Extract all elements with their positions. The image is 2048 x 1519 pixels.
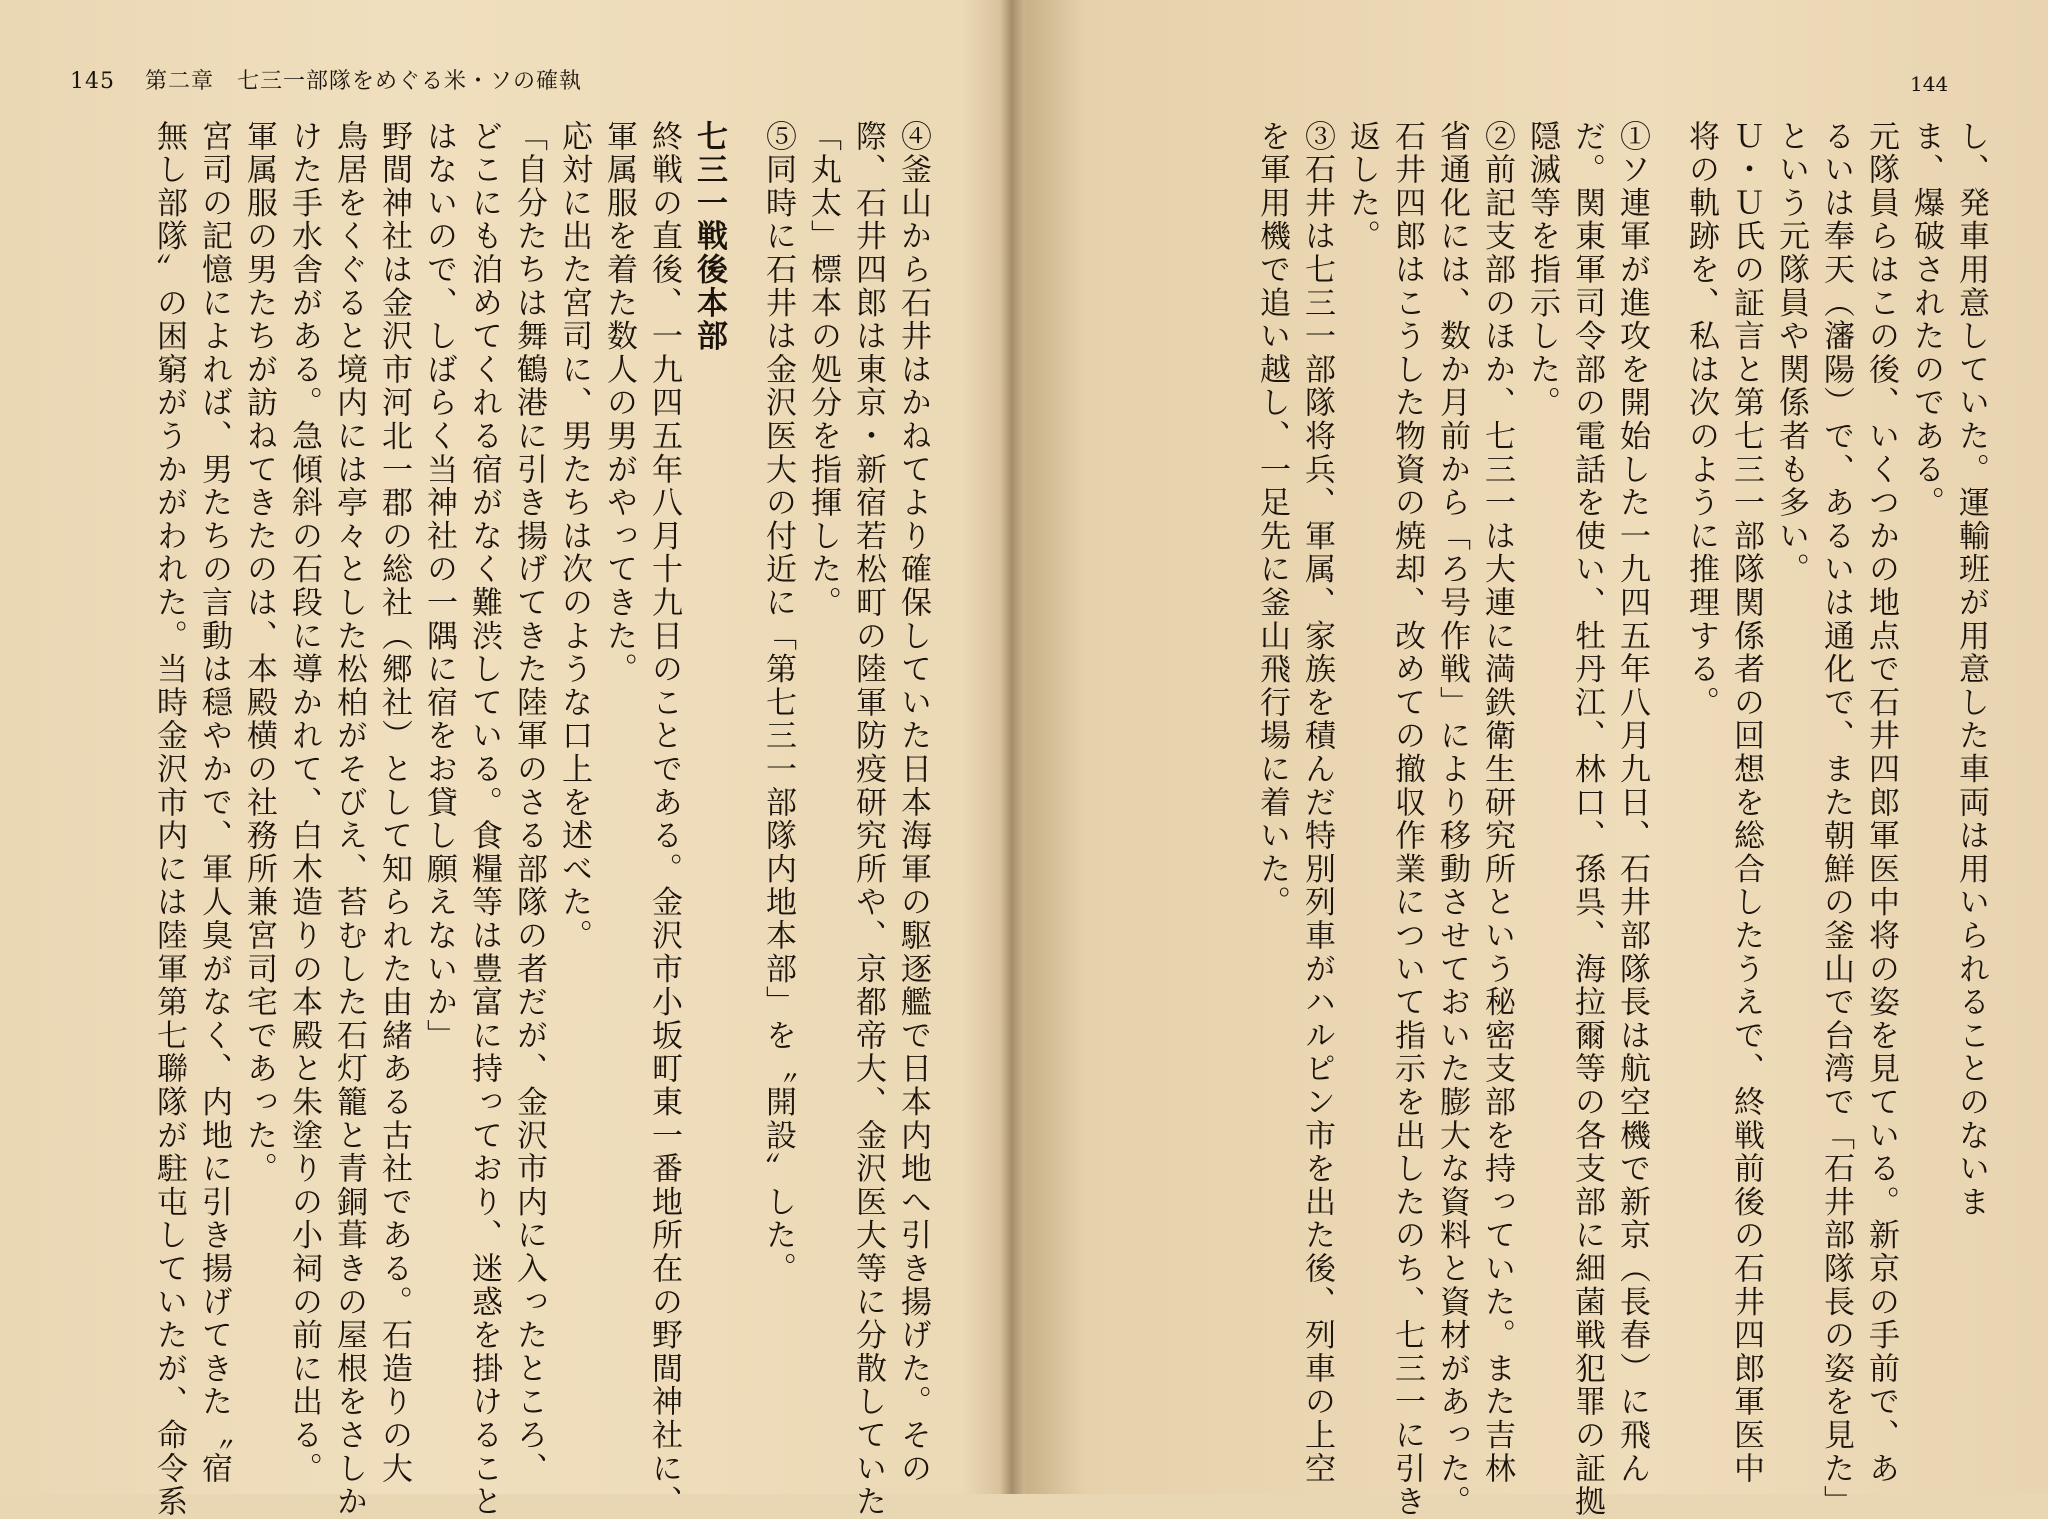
- section-gap: [731, 120, 755, 1470]
- text-line: 終戦の直後、一九四五年八月十九日のことである。金沢市小坂町東一番地所在の野間神社に、: [646, 120, 682, 1519]
- running-header: [70, 64, 582, 95]
- left-page: [0, 0, 1005, 1519]
- text-line: 隠滅等を指示した。: [1524, 120, 1560, 420]
- text-line: 鳥居をくぐると境内には亭々とした松柏がそびえ、苔むした石灯籠と青銅葺きの屋根をさしか: [331, 120, 367, 1519]
- text-line: はないので、しばらく当神社の一隅に宿をお貸し願えないか」: [421, 120, 457, 1053]
- text-line: 無し部隊〟の困窮がうかがわれた。当時金沢市内には陸軍第七聯隊が駐屯していたが、命令系: [151, 120, 187, 1519]
- text-line: ③石井は七三一部隊将兵、軍属、家族を積んだ特別列車がハルピン市を出た後、列車の上空: [1299, 120, 1335, 1486]
- text-line: けた手水舎がある。急傾斜の石段に導かれて、白木造りの本殿と朱塗りの小祠の前に出る。: [286, 120, 322, 1486]
- text-line: 野間神社は金沢市河北一郡の総社（郷社）として知られた由緒ある古社である。石造りの大: [376, 120, 412, 1486]
- text-line: を軍用機で追い越し、一足先に釜山飛行場に着いた。: [1254, 120, 1290, 920]
- left-page-text: [55, 120, 935, 1519]
- text-line: 軍属服の男たちが訪ねてきたのは、本殿横の社務所兼宮司宅であった。: [241, 120, 277, 1186]
- text-line: 返した。: [1344, 120, 1380, 254]
- page-number-left: 145: [70, 69, 115, 94]
- page-number-right: 144: [1910, 72, 1949, 96]
- text-line: ④釜山から石井はかねてより確保していた日本海軍の駆逐艦で日本内地へ引き揚げた。その: [895, 120, 931, 1486]
- section-heading: 七三一戦後本部: [691, 120, 727, 354]
- text-line: し、発車用意していた。運輸班が用意した車両は用いられることのないま: [1953, 120, 1989, 1219]
- text-line: ①ソ連軍が進攻を開始した一九四五年八月九日、石井部隊長は航空機で新京（長春）に飛ん: [1614, 120, 1650, 1486]
- text-line: ②前記支部のほか、七三一は大連に満鉄衛生研究所という秘密支部を持っていた。また吉林: [1479, 120, 1515, 1486]
- right-page: [1020, 0, 2048, 1519]
- text-line: ⑤同時に石井は金沢医大の付近に「第七三一部隊内地本部」を〝開設〟した。: [760, 120, 796, 1286]
- text-line: 将の軌跡を、私は次のように推理する。: [1683, 120, 1719, 720]
- section-gap: [1654, 120, 1678, 1470]
- text-line: 宮司の記憶によれば、男たちの言動は穏やかで、軍人臭がなく、内地に引き揚げてきた〝宿: [196, 120, 232, 1486]
- text-line: 応対に出た宮司に、男たちは次のような口上を述べた。: [556, 120, 592, 953]
- text-line: 元隊員らはこの後、いくつかの地点で石井四郎軍医中将の姿を見ている。新京の手前で、あ: [1863, 120, 1899, 1486]
- text-line: どこにも泊めてくれる宿がなく難渋している。食糧等は豊富に持っており、迷惑を掛けること: [466, 120, 502, 1519]
- text-line: ま、爆破されたのである。: [1908, 120, 1944, 520]
- text-line: 際、石井四郎は東京・新宿若松町の陸軍防疫研究所や、京都帝大、金沢医大等に分散していた: [850, 120, 886, 1519]
- text-line: 省通化には、数か月前から「ろ号作戦」により移動させておいた膨大な資料と資材があった。: [1434, 120, 1470, 1519]
- text-line: 石井四郎はこうした物資の焼却、改めての撤収作業について指示を出したのち、七三一に引き: [1389, 120, 1425, 1519]
- text-line: だ。関東軍司令部の電話を使い、牡丹江、林口、孫呉、海拉爾等の各支部に細菌戦犯罪の証拠: [1569, 120, 1605, 1519]
- text-line: るいは奉天（瀋陽）で、あるいは通化で、また朝鮮の釜山で台湾で「石井部隊長の姿を見た」: [1818, 120, 1854, 1519]
- right-page-text: [1053, 120, 1993, 1519]
- text-line: 軍属服を着た数人の男がやってきた。: [601, 120, 637, 687]
- text-line: という元隊員や関係者も多い。: [1773, 120, 1809, 587]
- text-line: Ｕ・Ｕ氏の証言と第七三一部隊関係者の回想を総合したうえで、終戦前後の石井四郎軍医中: [1728, 120, 1764, 1486]
- text-line: 「丸太」標本の処分を指揮した。: [805, 120, 841, 620]
- text-line: 「自分たちは舞鶴港に引き揚げてきた陸軍のさる部隊の者だが、金沢市内に入ったところ、: [511, 120, 547, 1486]
- chapter-title: 第二章 七三一部隊をめぐる米・ソの確執: [145, 69, 583, 94]
